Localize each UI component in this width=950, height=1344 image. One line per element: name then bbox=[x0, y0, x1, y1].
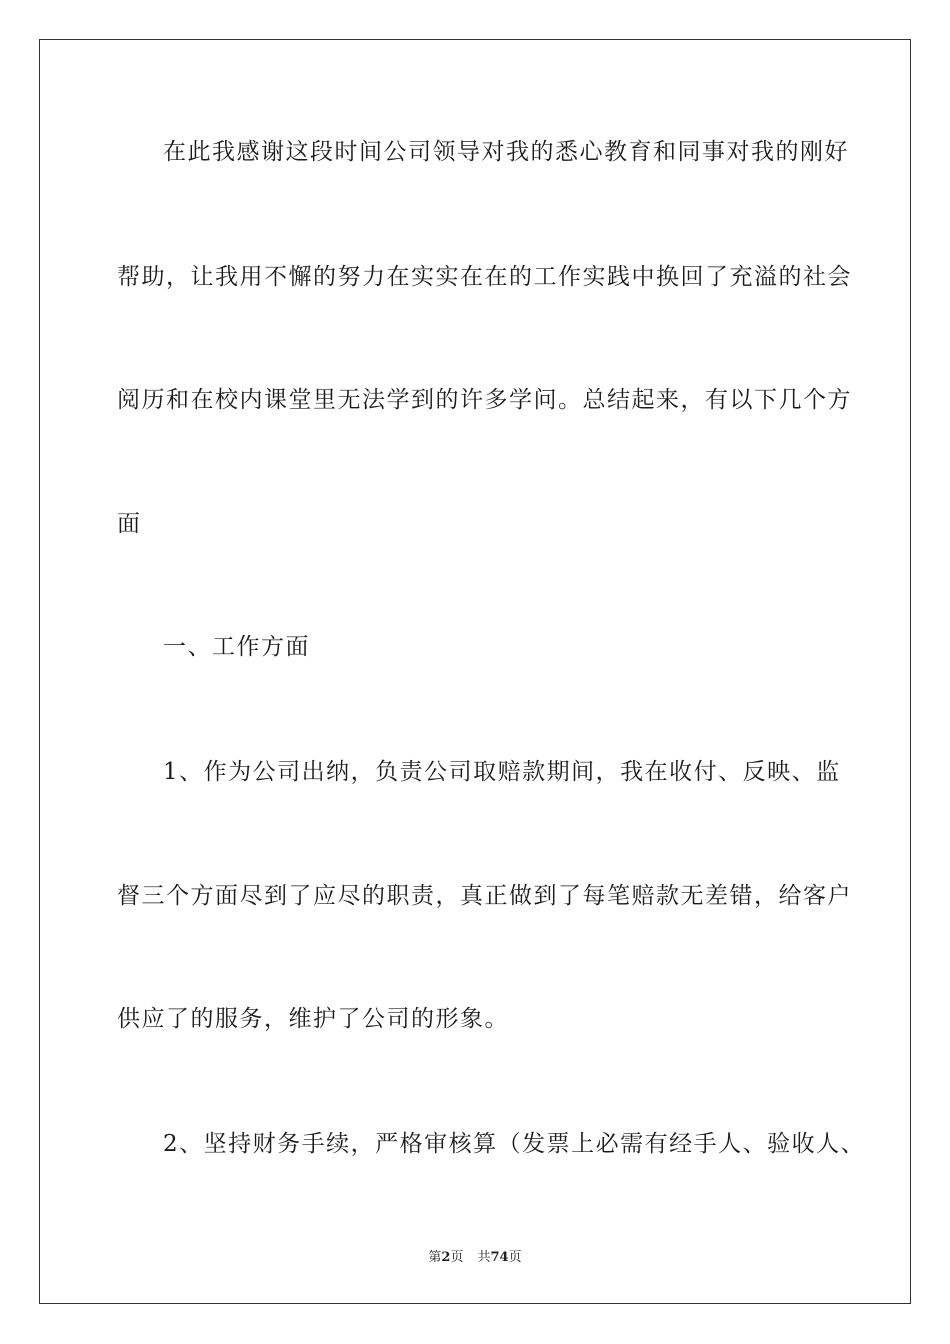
paragraph-2-line-3: 供应了的服务，维护了公司的形象。 bbox=[117, 1006, 509, 1032]
footer-total-pages: 74 bbox=[490, 1250, 509, 1265]
footer-prefix: 第 bbox=[428, 1250, 442, 1265]
section-heading-work: 一、工作方面 bbox=[163, 634, 310, 660]
paragraph-2-line-2: 督三个方面尽到了应尽的职责，真正做到了每笔赔款无差错，给客户 bbox=[117, 883, 852, 909]
page-border bbox=[39, 39, 911, 1304]
paragraph-1-line-3: 阅历和在校内课堂里无法学到的许多学问。总结起来，有以下几个方 bbox=[117, 387, 852, 413]
page-footer bbox=[0, 1246, 950, 1265]
paragraph-1-line-1: 在此我感谢这段时间公司领导对我的悉心教育和同事对我的刚好 bbox=[163, 139, 849, 165]
footer-total-suffix: 页 bbox=[508, 1250, 522, 1265]
footer-page-suffix: 页 bbox=[450, 1250, 464, 1265]
paragraph-1-line-2: 帮助，让我用不懈的努力在实实在在的工作实践中换回了充溢的社会 bbox=[117, 264, 852, 290]
footer-total-prefix: 共 bbox=[477, 1250, 491, 1265]
paragraph-1-line-4: 面 bbox=[117, 511, 142, 537]
footer-current-page: 2 bbox=[441, 1250, 451, 1265]
paragraph-2-line-1: 1、作为公司出纳，负责公司取赔款期间，我在收付、反映、监 bbox=[163, 759, 841, 785]
paragraph-3-line-1: 2、坚持财务手续，严格审核算（发票上必需有经手人、验收人、 bbox=[163, 1131, 866, 1157]
